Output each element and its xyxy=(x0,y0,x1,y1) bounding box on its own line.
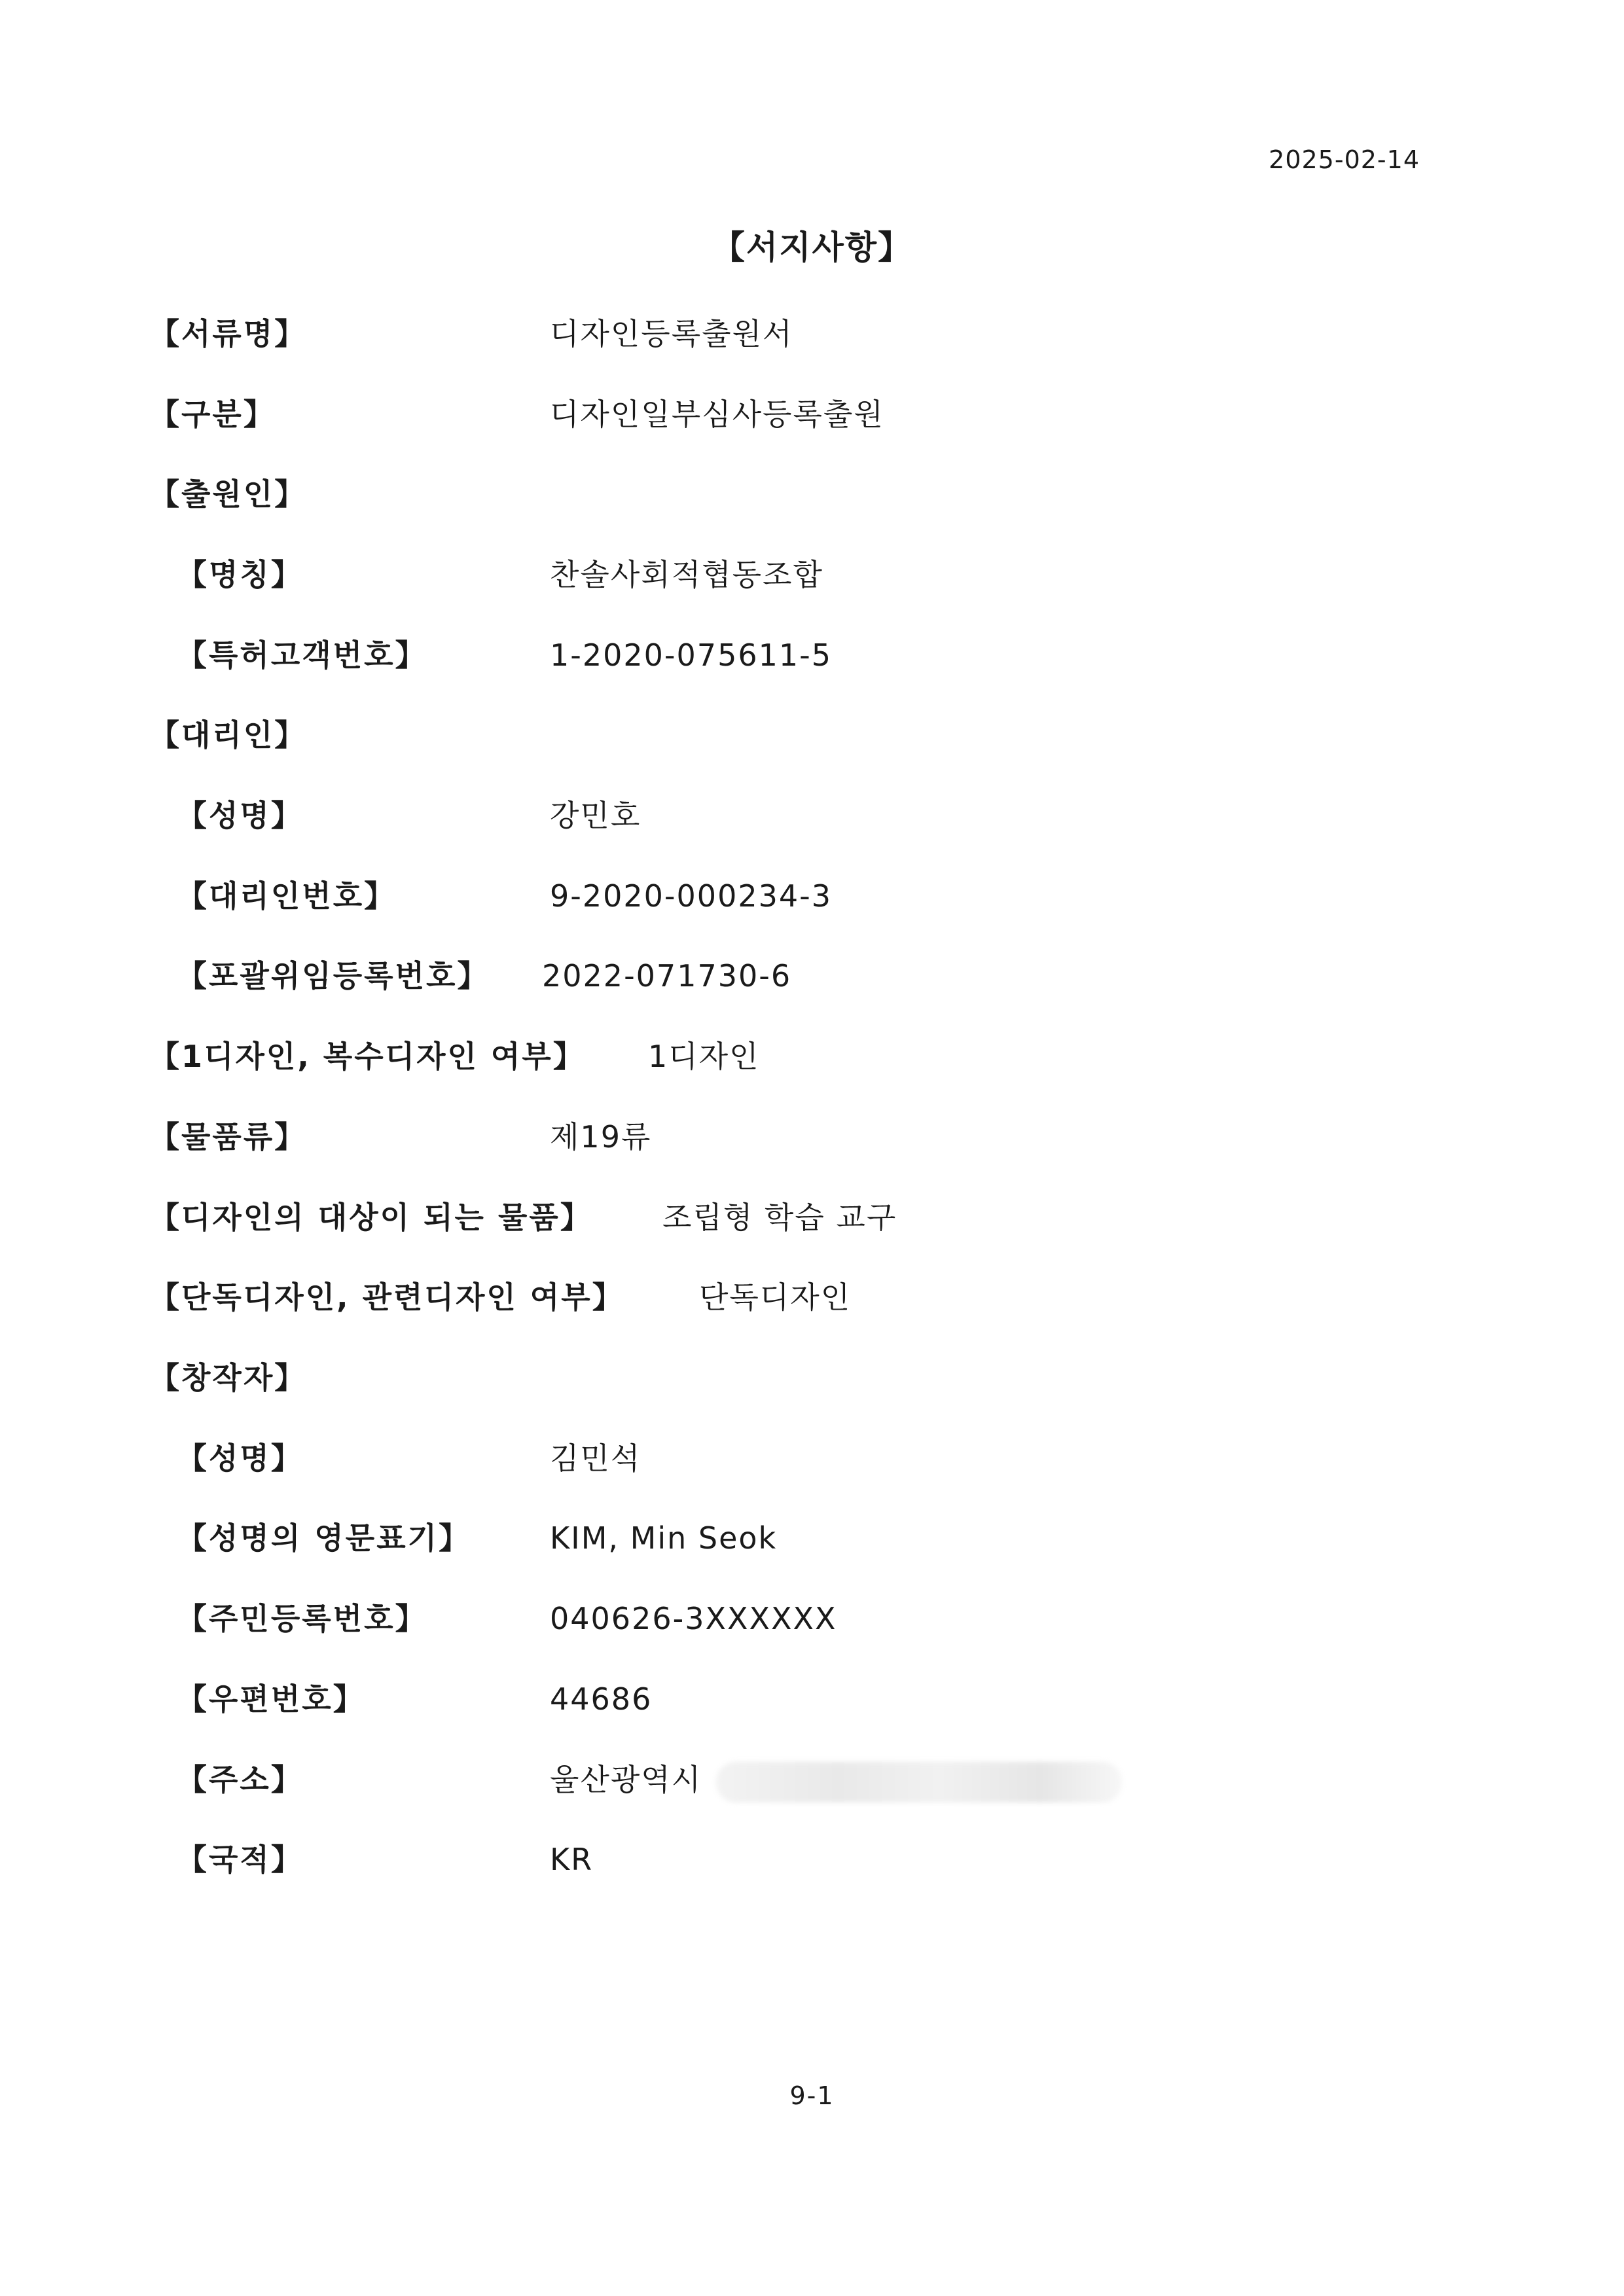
field-row-article xyxy=(0,1194,1624,1240)
field-row-category xyxy=(0,391,1624,437)
field-value: 강민호 xyxy=(550,798,641,833)
field-label: 【대리인번호】 xyxy=(177,878,397,914)
redacted-address-blur xyxy=(716,1762,1122,1803)
field-row-resident-no xyxy=(0,1596,1624,1641)
field-row-applicant-name xyxy=(0,552,1624,598)
field-label: 【주소】 xyxy=(177,1762,303,1797)
field-row-single-multi xyxy=(0,1033,1624,1079)
field-value: 040626-3XXXXXX xyxy=(550,1601,837,1636)
field-row-postal-code xyxy=(0,1676,1624,1722)
field-label: 【특허고객번호】 xyxy=(177,637,427,673)
field-label: 【디자인의 대상이 되는 물품】 xyxy=(149,1200,592,1235)
field-row-agent-name xyxy=(0,793,1624,838)
field-value: 2022-071730-6 xyxy=(542,958,792,994)
field-value: 1디자인 xyxy=(648,1039,760,1074)
field-row-general-power-no xyxy=(0,953,1624,999)
field-label: 【성명의 영문표기】 xyxy=(177,1520,471,1556)
field-label: 【성명】 xyxy=(177,1441,303,1476)
field-value: 44686 xyxy=(550,1681,653,1717)
field-value: 1-2020-075611-5 xyxy=(550,637,832,673)
field-label: 【물품류】 xyxy=(149,1119,307,1155)
field-row-independent-related xyxy=(0,1274,1624,1320)
field-value: KIM, Min Seok xyxy=(550,1520,778,1556)
field-row-agent-no xyxy=(0,873,1624,919)
field-row-nationality xyxy=(0,1837,1624,1882)
field-value: 단독디자인 xyxy=(699,1280,852,1315)
field-value: 디자인일부심사등록출원 xyxy=(550,397,884,432)
field-label: 【포괄위임등록번호】 xyxy=(177,958,490,994)
page-number: 9-1 xyxy=(789,2081,835,2110)
field-label: 【주민등록번호】 xyxy=(177,1601,427,1636)
section-applicant xyxy=(0,471,1624,517)
section-agent xyxy=(0,712,1624,758)
field-row-customer-no xyxy=(0,632,1624,678)
field-value: 찬솔사회적협동조합 xyxy=(550,557,823,592)
field-value: 제19류 xyxy=(550,1119,652,1155)
field-row-creator-name-en xyxy=(0,1515,1624,1561)
field-value: KR xyxy=(550,1842,594,1877)
page-title: 【서지사항】 xyxy=(712,228,912,266)
field-row-article-class xyxy=(0,1114,1624,1160)
section-creator xyxy=(0,1355,1624,1401)
field-label: 【구분】 xyxy=(149,397,276,432)
document-date: 2025-02-14 xyxy=(1269,145,1420,174)
field-label: 【국적】 xyxy=(177,1842,303,1877)
field-label: 【서류명】 xyxy=(149,316,307,351)
field-label: 【단독디자인, 관련디자인 여부】 xyxy=(149,1280,624,1315)
field-label: 【우편번호】 xyxy=(177,1681,365,1717)
field-row-address xyxy=(0,1757,1624,1803)
field-value-container xyxy=(550,1757,1122,1803)
field-value: 디자인등록출원서 xyxy=(550,316,793,351)
field-label: 【1디자인, 복수디자인 여부】 xyxy=(149,1039,585,1074)
field-value: 조립형 학습 교구 xyxy=(662,1200,897,1235)
field-label: 【성명】 xyxy=(177,798,303,833)
field-label: 【명칭】 xyxy=(177,557,303,592)
section-label: 【대리인】 xyxy=(149,717,307,753)
section-label: 【출원인】 xyxy=(149,476,307,512)
address-city: 울산광역시 xyxy=(550,1762,702,1797)
field-value: 9-2020-000234-3 xyxy=(550,878,832,914)
section-label: 【창작자】 xyxy=(149,1360,307,1395)
field-row-creator-name xyxy=(0,1435,1624,1481)
field-value: 김민석 xyxy=(550,1441,641,1476)
field-row-doc-type xyxy=(0,311,1624,357)
